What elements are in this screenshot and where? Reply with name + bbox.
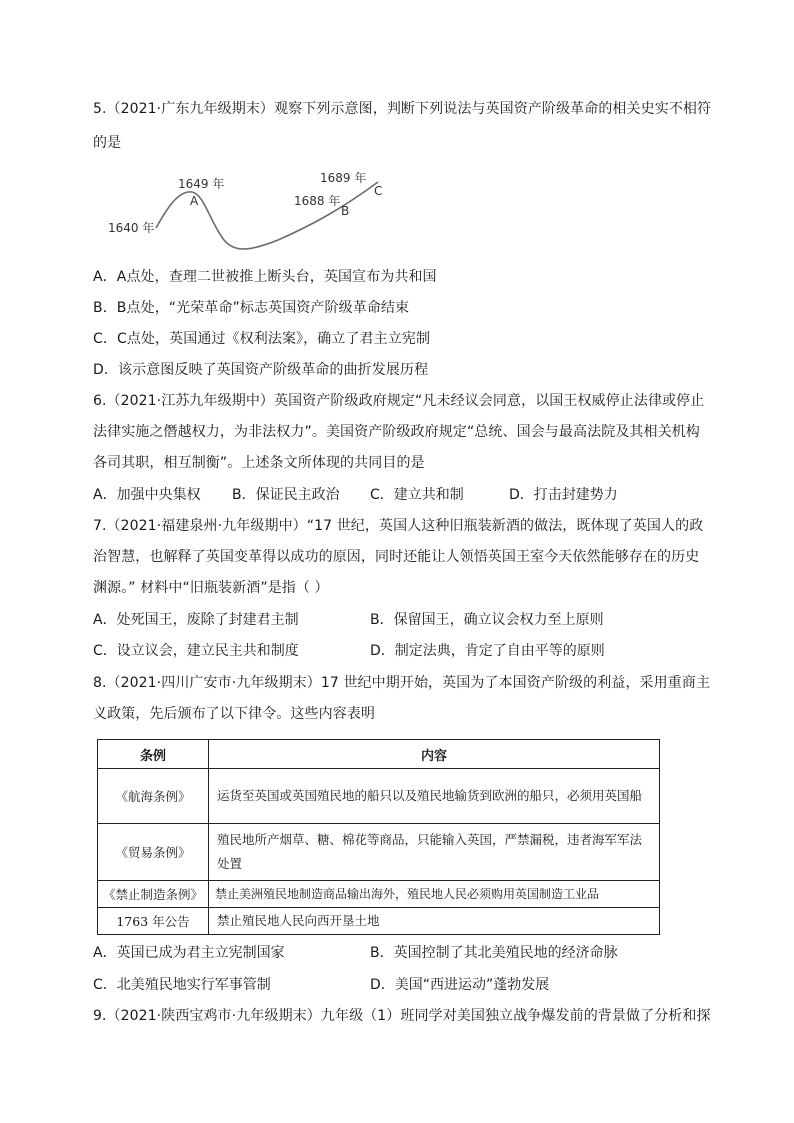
- laws-table: [97, 739, 660, 935]
- header-law: 条例: [98, 740, 209, 769]
- q8-stem-line-1: 8.（2021·四川广安市·九年级期末）17 世纪中期开始，英国为了本国资产阶级的利益，采用重商主: [93, 675, 711, 691]
- label-1688: 1688 年: [294, 194, 341, 208]
- q8-option-a: A．英国已成为君主立宪制国家: [93, 945, 285, 961]
- q7-option-d: D．制定法典，肯定了自由平等的原则: [370, 643, 605, 659]
- label-1640: 1640 年: [108, 221, 155, 235]
- law-name: 《禁止制造条例》: [98, 881, 209, 908]
- q7-option-c: C．设立议会，建立民主共和制度: [93, 643, 299, 659]
- q6-stem-line-2: 法律实施之僭越权力，为非法权力”。美国资产阶级政府规定“总统、国会与最高法院及其相关机构: [93, 424, 700, 440]
- law-name: 《航海条例》: [98, 769, 209, 824]
- header-content: 内容: [209, 740, 660, 769]
- law-content: 禁止殖民地人民向西开垦土地: [209, 908, 660, 935]
- q6-option-a: A．加强中央集权: [93, 487, 201, 503]
- table-row: [98, 908, 660, 935]
- law-content: 禁止美洲殖民地制造商品输出海外，殖民地人民必须购用英国制造工业品: [209, 881, 660, 908]
- label-1689: 1689 年: [320, 171, 367, 185]
- q7-option-a: A．处死国王，废除了封建君主制: [93, 612, 299, 628]
- revolution-trend-figure: [100, 160, 400, 260]
- q6-option-c: C．建立共和制: [370, 487, 464, 503]
- q5-option-c: C．C点处，英国通过《权利法案》，确立了君主立宪制: [93, 331, 431, 347]
- label-point-b: B: [341, 204, 350, 218]
- q5-option-a: A．A点处，查理二世被推上断头台，英国宣布为共和国: [93, 269, 437, 285]
- law-content: 运货至英国或英国殖民地的船只以及殖民地输货到欧洲的船只，必须用英国船: [209, 769, 660, 824]
- label-point-c: C: [374, 184, 383, 198]
- q8-option-c: C．北美殖民地实行军事管制: [93, 977, 271, 993]
- label-1649: 1649 年: [178, 177, 225, 191]
- q5-option-b: B．B点处，“光荣革命”标志英国资产阶级革命结束: [93, 300, 410, 316]
- q8-option-b: B．英国控制了其北美殖民地的经济命脉: [370, 945, 618, 961]
- q5-stem-line-1: 5.（2021·广东九年级期末）观察下列示意图，判断下列说法与英国资产阶级革命的相关史实不相符: [93, 101, 712, 117]
- table-header-row: [98, 740, 660, 769]
- q9-stem-line-1: 9.（2021·陕西宝鸡市·九年级期末）九年级（1）班同学对美国独立战争爆发前的背景做了分析和探: [93, 1008, 711, 1024]
- q7-stem-line-3: 渊源。” 材料中“旧瓶装新酒”是指（ ）: [93, 580, 329, 596]
- table-row: [98, 824, 660, 881]
- q6-option-b: B．保证民主政治: [232, 487, 340, 503]
- label-point-a: A: [190, 194, 199, 208]
- q8-stem-line-2: 义政策，先后颁布了以下律令。这些内容表明: [93, 706, 375, 722]
- law-content: 殖民地所产烟草、糖、棉花等商品，只能输入英国，严禁漏税，违者海军军法处置: [209, 824, 660, 881]
- q8-option-d: D．美国“西进运动”蓬勃发展: [370, 977, 550, 993]
- table-row: [98, 881, 660, 908]
- q5-option-d: D．该示意图反映了英国资产阶级革命的曲折发展历程: [93, 362, 429, 378]
- q7-stem-line-1: 7.（2021·福建泉州·九年级期中）“17 世纪，英国人这种旧瓶装新酒的做法，既体现了英国人的政: [93, 518, 704, 534]
- q7-option-b: B．保留国王，确立议会权力至上原则: [370, 612, 604, 628]
- law-name: 《贸易条例》: [98, 824, 209, 881]
- q7-stem-line-2: 治智慧，也解释了英国变革得以成功的原因，同时还能让人领悟英国王室今天依然能够存在的历史: [93, 549, 700, 565]
- table-row: [98, 769, 660, 824]
- law-name: 1763 年公告: [98, 908, 209, 935]
- q6-option-d: D．打击封建势力: [509, 487, 618, 503]
- q6-stem-line-1: 6.（2021·江苏九年级期中）英国资产阶级政府规定“凡未经议会同意，以国王权威停止法律或停止: [93, 393, 705, 409]
- q6-stem-line-3: 各司其职，相互制衡”。上述条文所体现的共同目的是: [93, 455, 425, 471]
- q5-stem-line-2: 的是: [93, 135, 122, 151]
